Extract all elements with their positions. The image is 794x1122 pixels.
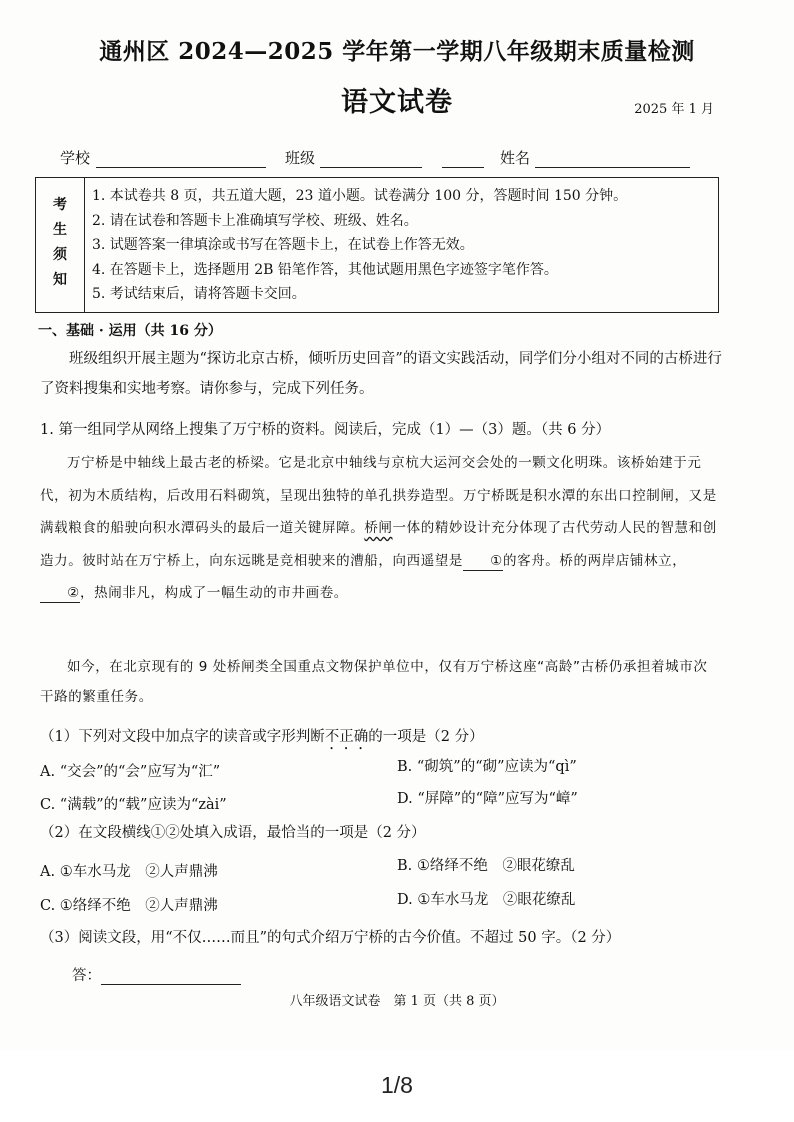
question-1-stem: 1. 第一组同学从网络上搜集了万宁桥的资料。阅读后，完成（1）—（3）题。（共 6 分） [40, 422, 611, 438]
page-indicator: 1/8 [381, 1072, 413, 1098]
name-field[interactable] [535, 167, 690, 168]
subquestion-1-stem [40, 725, 740, 753]
answer-label: 答： [72, 968, 101, 984]
notice-items [92, 184, 712, 307]
notice-item: 5. 考试结束后，请将答题卡交回。 [92, 286, 306, 302]
subquestion-2-stem: （2）在文段横线①②处填入成语，最恰当的一项是（2 分） [40, 825, 426, 841]
passage-text: ，热闹非凡，构成了一幅生动的市井画卷。 [80, 585, 348, 601]
subquestion-3-stem: （3）阅读文段，用“不仅……而且”的句式介绍万宁桥的古今价值。不超过 50 字。（2 分） [40, 930, 621, 946]
option-2d[interactable]: D. ①车水马龙 ②眼花缭乱 [397, 892, 576, 908]
notice-item: 2. 请在试卷和答题卡上准确填写学校、班级、姓名。 [92, 212, 418, 229]
notice-side-label [36, 178, 85, 312]
notice-side-char: 考 [53, 197, 67, 213]
notice-item: 1. 本试卷共 8 页，共五道大题，23 道小题。试卷满分 100 分，答题时间 150 分钟。 [92, 188, 628, 204]
answer-row [72, 964, 772, 985]
stem-text: 的一项是（2 分） [368, 729, 484, 745]
notice-item: 3. 试题答案一律填涂或书写在答题卡上，在试卷上作答无效。 [92, 237, 474, 253]
section-heading: 一、基础 · 运用（共 16 分） [38, 323, 222, 339]
option-2a[interactable]: A. ①车水马龙 ②人声鼎沸 [40, 864, 218, 880]
wavy-underlined-word: 桥闸 [364, 520, 393, 536]
school-label: 学校 [60, 149, 91, 167]
notice-side-char: 生 [53, 222, 67, 238]
notice-item: 4. 在答题卡上，选择题用 2B 铅笔作答，其他试题用黑色字迹签字笔作答。 [92, 261, 558, 278]
page-footer: 八年级语文试卷 第 1 页（共 8 页） [289, 994, 505, 1009]
exam-subtitle: 语文试卷 [341, 87, 453, 118]
answer-field[interactable] [101, 970, 241, 985]
option-2c[interactable]: C. ①络绎不绝 ②人声鼎沸 [40, 898, 218, 914]
student-info-row [60, 147, 700, 169]
school-field[interactable] [96, 167, 266, 168]
stem-text: （1）下列对文段中加点字的读音或字形判断 [40, 729, 325, 745]
class-label: 班级 [285, 149, 316, 167]
option-1d[interactable]: D. “屏障”的“障”应写为“嶂” [397, 791, 578, 807]
notice-side-char: 须 [53, 247, 67, 263]
emphasis-dots-text: 不正确 [324, 729, 369, 745]
blank-2[interactable]: ② [40, 584, 80, 603]
name-label: 姓名 [500, 149, 531, 167]
option-1c[interactable]: C. “满载”的“载”应读为“zài” [40, 797, 227, 813]
option-2b[interactable]: B. ①络绎不绝 ②眼花缭乱 [397, 858, 575, 874]
exam-date: 2025 年 1 月 [634, 102, 714, 117]
exam-title: 通州区 2024—2025 学年第一学期八年级期末质量检测 [99, 38, 695, 65]
section-intro: 班级组织开展主题为“探访北京古桥，倾听历史回音”的语文实践活动，同学们分小组对不同的古桥进行了资料搜集和实地考察。请你参与，完成下列任务。 [40, 351, 722, 397]
passage-text: 的客舟。桥的两岸店铺林立， [503, 552, 687, 569]
exam-notice-box [35, 177, 719, 313]
notice-side-char: 知 [53, 272, 67, 288]
passage-text: 万宁桥是中轴线上最古老的桥梁。它是北京中轴线与京杭大运河交会处的一颗文化明珠。该桥始建于元代，初为木质结构，后改用石料砌筑，呈现出独特的单孔拱券造型。万宁桥既是积水潭的东出口控制闸，又是满载粮食的船驶向积水潭码头的最后一道关键屏障。 [40, 455, 717, 536]
class-field-extra[interactable] [442, 167, 484, 168]
class-field[interactable] [320, 167, 422, 168]
reading-passage-paragraph-2: 如今，在北京现有的 9 处桥闸类全国重点文物保护单位中，仅有万宁桥这座“高龄”古桥仍承担着城市次干路的繁重任务。 [40, 659, 708, 705]
passage-text: 一体的精妙设计充分体现了古代劳动人民的智慧和创造力。彼时站在万宁桥上，向东远眺是竞相驶来的漕船，向西遥望是 [40, 520, 717, 569]
blank-1[interactable]: ① [463, 552, 503, 571]
option-1a[interactable]: A. “交会”的“会”应写为“汇” [40, 764, 221, 780]
option-1b[interactable]: B. “砌筑”的“砌”应读为“qì” [397, 759, 577, 775]
reading-passage-paragraph-1 [40, 447, 720, 610]
